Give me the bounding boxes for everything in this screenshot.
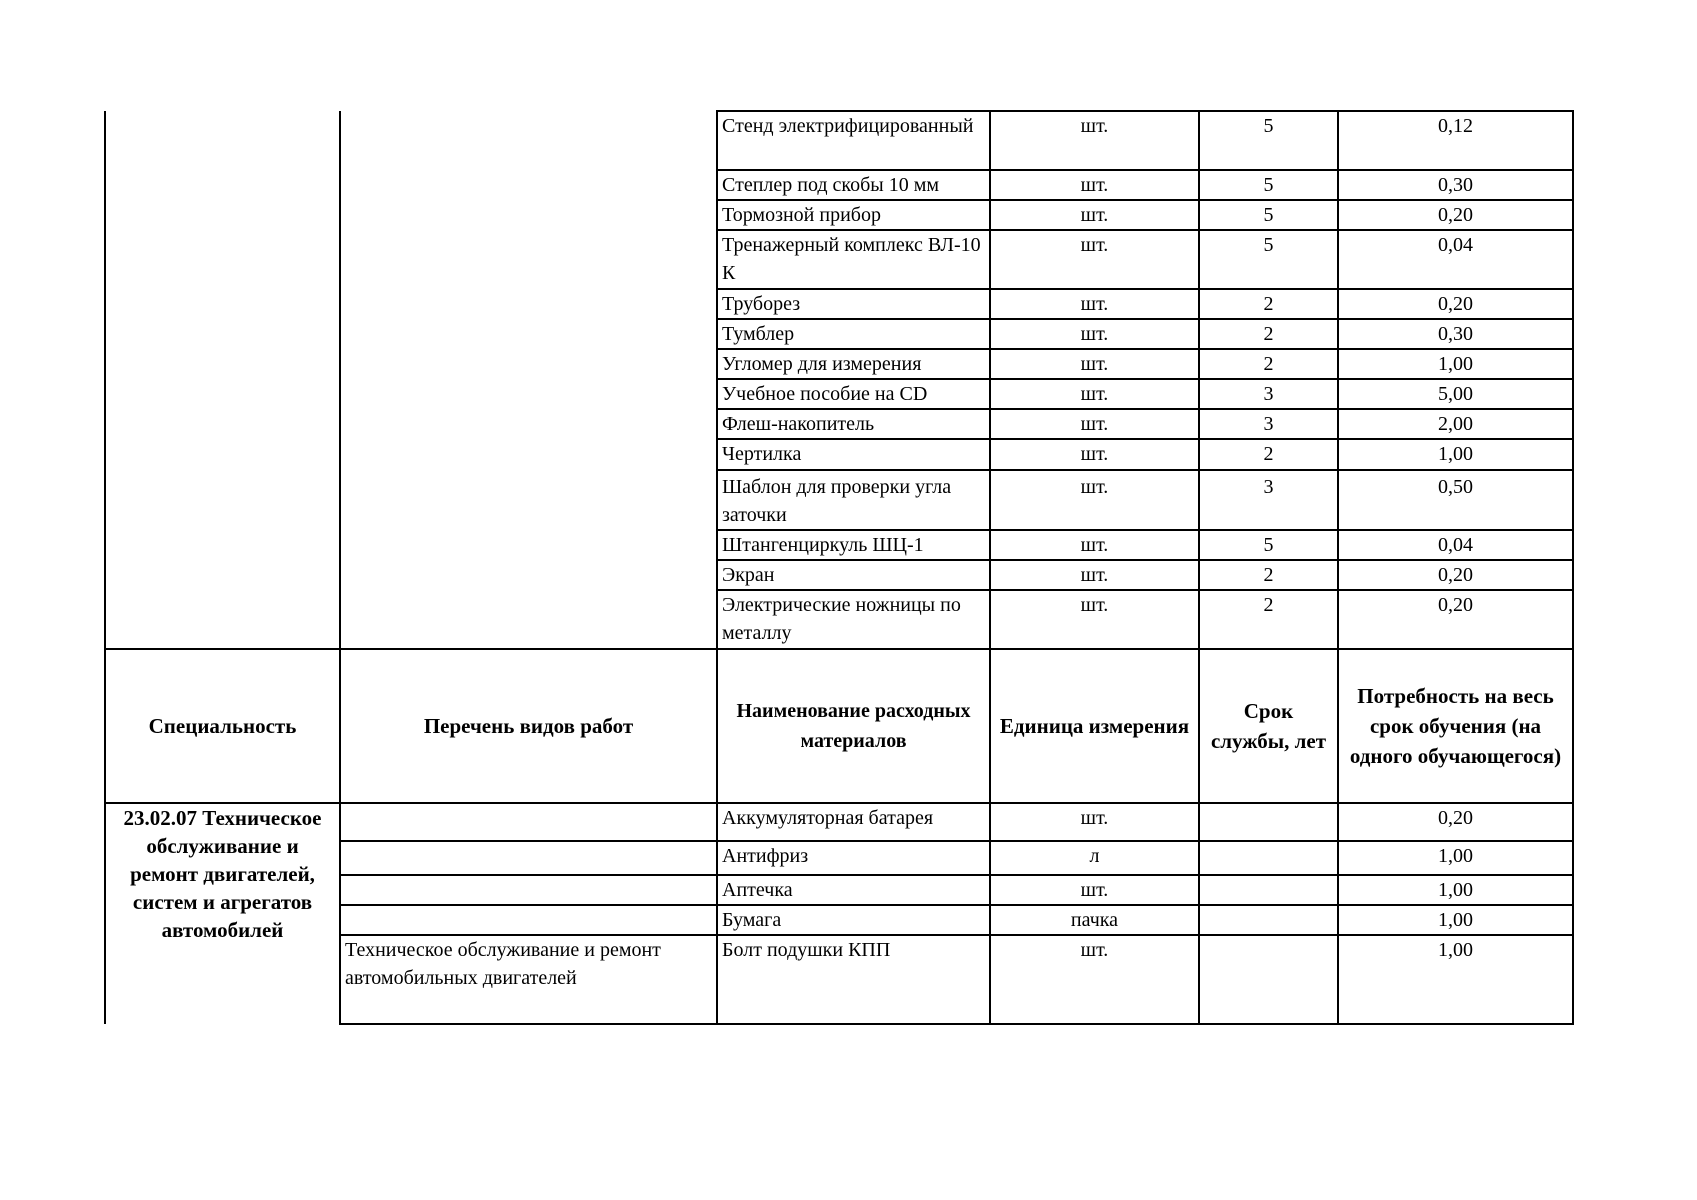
material-name: Шаблон для проверки угла заточки	[717, 470, 990, 530]
life-cell: 5	[1199, 530, 1338, 560]
works-cell	[340, 875, 717, 905]
specialty-cell-empty	[105, 560, 340, 590]
header-need: Потребность на весь срок обучения (на одного обучающегося)	[1338, 649, 1573, 803]
works-cell-empty	[340, 409, 717, 439]
unit-cell: шт.	[990, 803, 1199, 841]
material-name: Аккумуляторная батарея	[717, 803, 990, 841]
material-name: Болт подушки КПП	[717, 935, 990, 1024]
header-material: Наименование расходных материалов	[717, 649, 990, 803]
need-cell: 0,20	[1338, 289, 1573, 319]
table-row	[105, 111, 1573, 170]
specialty-cell-empty	[105, 349, 340, 379]
need-cell: 0,20	[1338, 200, 1573, 230]
works-cell-empty	[340, 230, 717, 289]
works-cell-empty	[340, 560, 717, 590]
works-cell-empty	[340, 379, 717, 409]
need-cell: 0,04	[1338, 530, 1573, 560]
need-cell: 1,00	[1338, 875, 1573, 905]
unit-cell: шт.	[990, 935, 1199, 1024]
table-row	[105, 803, 1573, 841]
unit-cell: шт.	[990, 349, 1199, 379]
unit-cell: шт.	[990, 875, 1199, 905]
specialty-cell-empty	[105, 530, 340, 560]
specialty-cell-empty	[105, 111, 340, 170]
table-row	[105, 560, 1573, 590]
material-name: Учебное пособие на CD	[717, 379, 990, 409]
works-cell-empty	[340, 470, 717, 530]
works-cell	[340, 841, 717, 875]
unit-cell: шт.	[990, 470, 1199, 530]
life-cell	[1199, 841, 1338, 875]
life-cell: 2	[1199, 349, 1338, 379]
need-cell: 0,04	[1338, 230, 1573, 289]
need-cell: 2,00	[1338, 409, 1573, 439]
unit-cell: шт.	[990, 319, 1199, 349]
life-cell: 2	[1199, 590, 1338, 649]
table-row	[105, 530, 1573, 560]
works-cell: Техническое обслуживание и ремонт автомобильных двигателей	[340, 935, 717, 1024]
works-cell-empty	[340, 349, 717, 379]
need-cell: 0,20	[1338, 803, 1573, 841]
material-name: Тормозной прибор	[717, 200, 990, 230]
works-cell-empty	[340, 439, 717, 470]
unit-cell: шт.	[990, 409, 1199, 439]
need-cell: 1,00	[1338, 935, 1573, 1024]
life-cell: 5	[1199, 230, 1338, 289]
works-cell-empty	[340, 289, 717, 319]
works-cell	[340, 905, 717, 935]
header-unit: Единица измерения	[990, 649, 1199, 803]
unit-cell: шт.	[990, 230, 1199, 289]
material-name: Тренажерный комплекс ВЛ-10 К	[717, 230, 990, 289]
life-cell: 5	[1199, 200, 1338, 230]
table-row	[105, 470, 1573, 530]
unit-cell: шт.	[990, 289, 1199, 319]
works-cell-empty	[340, 530, 717, 560]
life-cell: 2	[1199, 289, 1338, 319]
table-row	[105, 379, 1573, 409]
life-cell	[1199, 935, 1338, 1024]
life-cell	[1199, 875, 1338, 905]
life-cell: 2	[1199, 319, 1338, 349]
material-name: Антифриз	[717, 841, 990, 875]
works-cell	[340, 803, 717, 841]
need-cell: 0,12	[1338, 111, 1573, 170]
works-cell-empty	[340, 319, 717, 349]
specialty-cell-empty	[105, 409, 340, 439]
table-row	[105, 439, 1573, 470]
need-cell: 1,00	[1338, 841, 1573, 875]
works-cell-empty	[340, 200, 717, 230]
material-name: Штангенциркуль ШЦ-1	[717, 530, 990, 560]
material-name: Аптечка	[717, 875, 990, 905]
material-name: Бумага	[717, 905, 990, 935]
works-cell-empty	[340, 170, 717, 200]
specialty-cell-empty	[105, 200, 340, 230]
need-cell: 0,50	[1338, 470, 1573, 530]
header-specialty: Специальность	[105, 649, 340, 803]
life-cell: 2	[1199, 439, 1338, 470]
unit-cell: шт.	[990, 590, 1199, 649]
need-cell: 1,00	[1338, 905, 1573, 935]
specialty-cell-empty	[105, 439, 340, 470]
material-name: Труборез	[717, 289, 990, 319]
material-name: Флеш-накопитель	[717, 409, 990, 439]
table-row	[105, 200, 1573, 230]
life-cell: 2	[1199, 560, 1338, 590]
specialty-cell-empty	[105, 170, 340, 200]
specialty-value: 23.02.07 Техническое обслуживание и ремонт двигателей, систем и агрегатов автомобилей	[105, 803, 340, 1024]
works-cell-empty	[340, 590, 717, 649]
unit-cell: шт.	[990, 439, 1199, 470]
table-row	[105, 349, 1573, 379]
material-name: Стенд электрифицированный	[717, 111, 990, 170]
unit-cell: шт.	[990, 379, 1199, 409]
material-name: Степлер под скобы 10 мм	[717, 170, 990, 200]
need-cell: 0,30	[1338, 319, 1573, 349]
specialty-cell-empty	[105, 319, 340, 349]
specialty-cell-empty	[105, 289, 340, 319]
table-row	[105, 319, 1573, 349]
header-works: Перечень видов работ	[340, 649, 717, 803]
table-row	[105, 230, 1573, 289]
need-cell: 5,00	[1338, 379, 1573, 409]
life-cell: 3	[1199, 409, 1338, 439]
need-cell: 0,20	[1338, 560, 1573, 590]
works-cell-empty	[340, 111, 717, 170]
material-name: Тумблер	[717, 319, 990, 349]
specialty-cell-empty	[105, 379, 340, 409]
life-cell	[1199, 905, 1338, 935]
material-name: Электрические ножницы по металлу	[717, 590, 990, 649]
need-cell: 1,00	[1338, 439, 1573, 470]
table-header-row	[105, 649, 1573, 803]
table-row	[105, 170, 1573, 200]
unit-cell: шт.	[990, 560, 1199, 590]
unit-cell: шт.	[990, 170, 1199, 200]
table-row	[105, 289, 1573, 319]
life-cell: 3	[1199, 379, 1338, 409]
unit-cell: пачка	[990, 905, 1199, 935]
unit-cell: шт.	[990, 530, 1199, 560]
material-name: Угломер для измерения	[717, 349, 990, 379]
life-cell: 5	[1199, 170, 1338, 200]
material-name: Чертилка	[717, 439, 990, 470]
table-row	[105, 590, 1573, 649]
specialty-cell-empty	[105, 230, 340, 289]
need-cell: 1,00	[1338, 349, 1573, 379]
specialty-cell-empty	[105, 590, 340, 649]
life-cell: 5	[1199, 111, 1338, 170]
materials-table	[104, 110, 1574, 1025]
header-life: Срок службы, лет	[1199, 649, 1338, 803]
unit-cell: шт.	[990, 111, 1199, 170]
unit-cell: шт.	[990, 200, 1199, 230]
need-cell: 0,20	[1338, 590, 1573, 649]
unit-cell: л	[990, 841, 1199, 875]
specialty-cell-empty	[105, 470, 340, 530]
life-cell: 3	[1199, 470, 1338, 530]
life-cell	[1199, 803, 1338, 841]
material-name: Экран	[717, 560, 990, 590]
table-row	[105, 409, 1573, 439]
need-cell: 0,30	[1338, 170, 1573, 200]
